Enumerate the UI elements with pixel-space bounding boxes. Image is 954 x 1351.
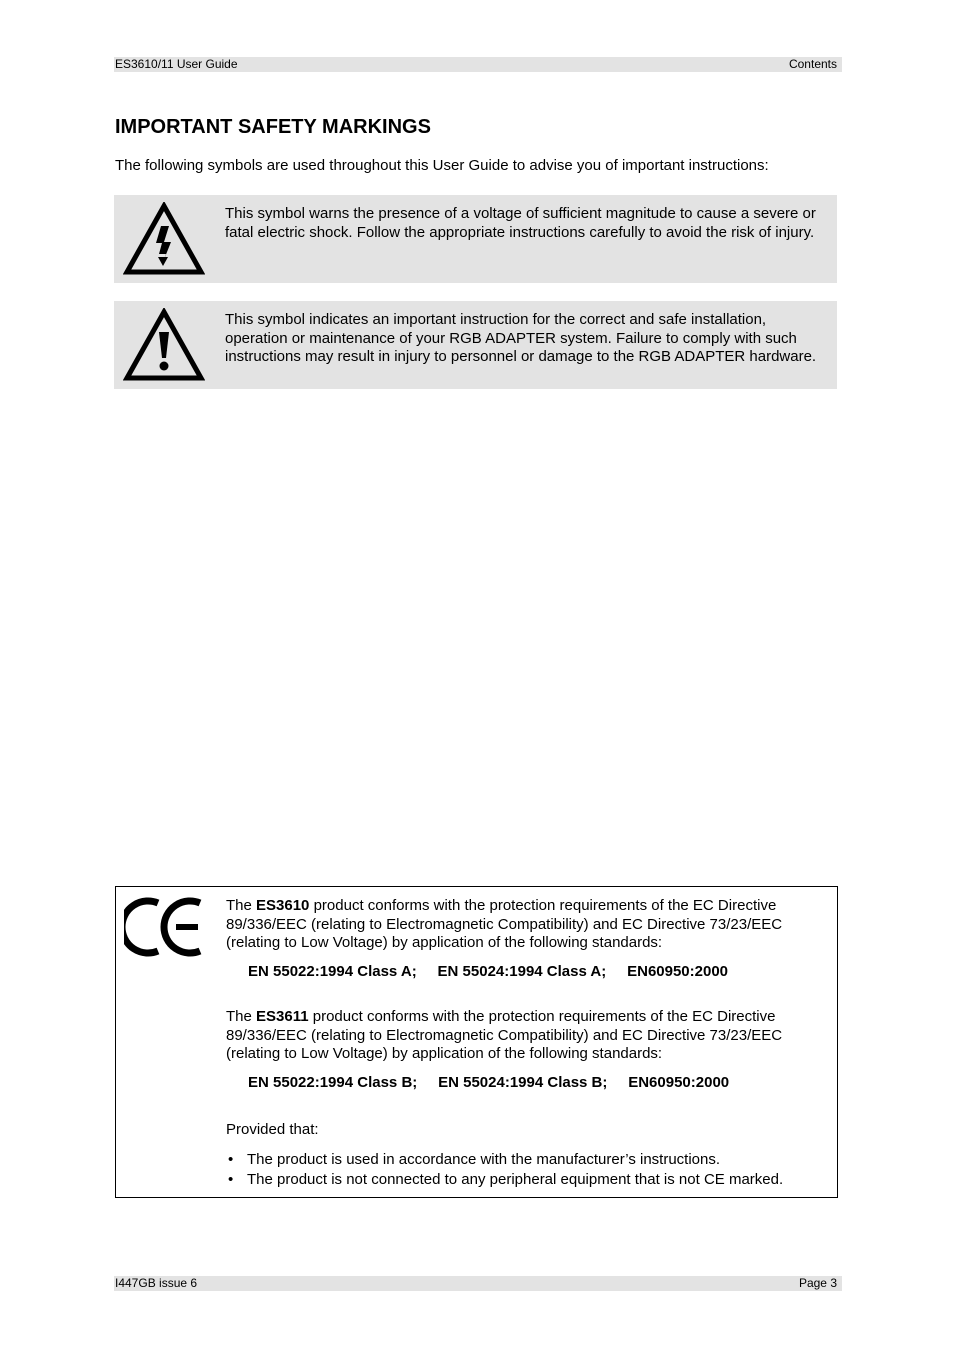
caution-text: This symbol indicates an important instruction for the correct and safe installation, operation or maintenance of your RGB ADAPTER system. Failure to comply with such instructions may result in injury to personnel or damage to the RGB ADAPTER hardware.	[225, 311, 817, 365]
es3611-standards: EN 55022:1994 Class B; EN 55024:1994 Class B; EN60950:2000	[248, 1074, 730, 1091]
electric-shock-warning-icon	[123, 202, 205, 276]
page-header	[114, 57, 842, 72]
ce-mark-icon	[124, 897, 206, 957]
shock-warning-text: This symbol warns the presence of a voltage of sufficient magnitude to cause a severe or fatal electric shock. Follow the appropriate instructions carefully to avoid the risk of injury.	[225, 205, 816, 241]
es3610-standards: EN 55022:1994 Class A; EN 55024:1994 Class A; EN60950:2000	[248, 963, 729, 980]
es3611-product-name: ES3611	[256, 1008, 309, 1025]
page-title: IMPORTANT SAFETY MARKINGS	[115, 116, 431, 138]
page-footer	[114, 1276, 842, 1291]
header-section: Contents	[788, 57, 837, 71]
es3610-product-name: ES3610	[256, 897, 310, 914]
caution-exclamation-icon	[123, 308, 205, 382]
list-item: • The product is not connected to any peripheral equipment that is not CE marked.	[228, 1171, 784, 1188]
footer-issue: I447GB issue 6	[115, 1276, 198, 1290]
caution-box	[114, 301, 837, 389]
es3610-conformity-text: The ES3610 product conforms with the protection requirements of the EC Directive 89/336/EEC (relating to Electromagnetic Compatibility) and EC Directive 73/23/EEC (relating to Low Voltage) by application of the following standards:	[226, 897, 783, 951]
list-item: • The product is used in accordance with the manufacturer’s instructions.	[228, 1151, 721, 1168]
footer-page-number: Page 3	[798, 1276, 837, 1290]
header-doc-title: ES3610/11 User Guide	[115, 57, 238, 71]
conditions-list	[228, 1150, 783, 1190]
intro-text: The following symbols are used throughout this User Guide to advise you of important instructions:	[115, 157, 769, 174]
provided-that-label: Provided that:	[226, 1121, 319, 1138]
shock-warning-box	[114, 195, 837, 283]
ce-conformity-box	[115, 886, 838, 1198]
es3611-conformity-text: The ES3611 product conforms with the protection requirements of the EC Directive 89/336/EEC (relating to Electromagnetic Compatibility) and EC Directive 73/23/EEC (relating to Low Voltage) by application of the following standards:	[226, 1008, 783, 1062]
